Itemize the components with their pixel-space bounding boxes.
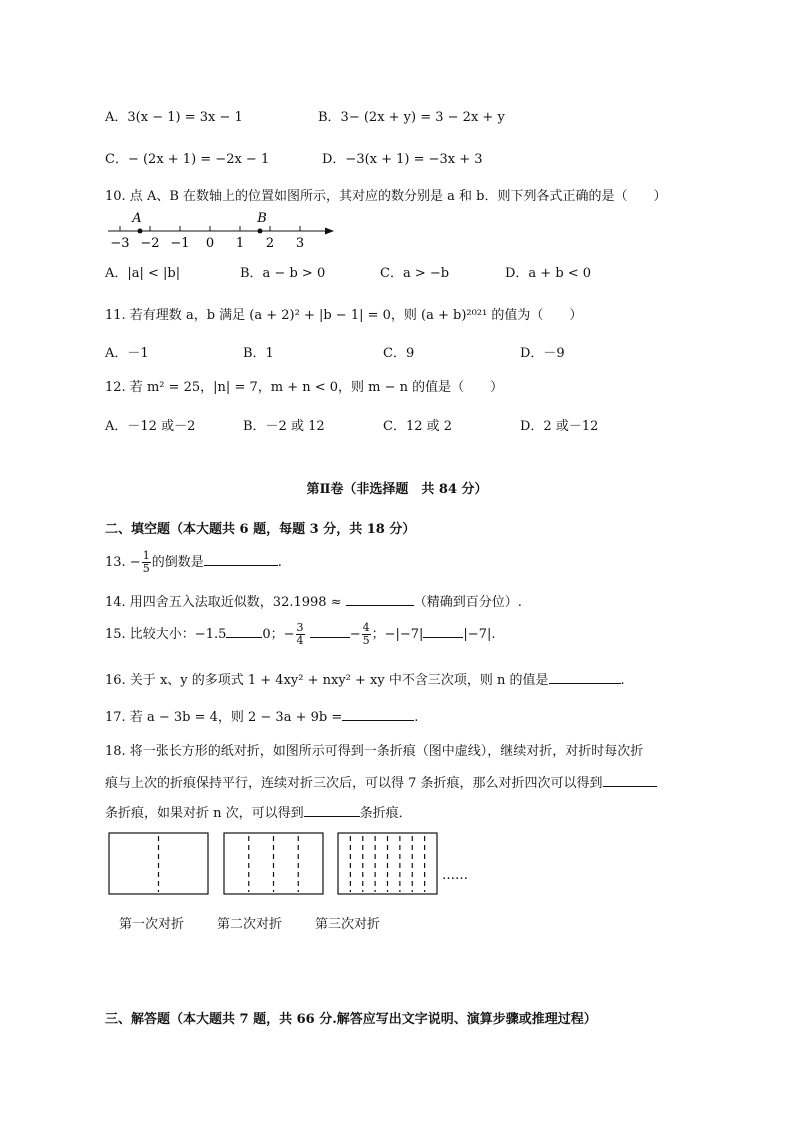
q13-fraction bbox=[142, 550, 151, 575]
q14-text: 14. 用四舍五入法取近似数，32.1998 ≈ bbox=[105, 595, 342, 610]
q12-option-b: B．－2 或 12 bbox=[243, 419, 325, 434]
part2-title: 第Ⅱ卷（非选择题 共 84 分） bbox=[306, 482, 488, 497]
q11-option-d: D．－9 bbox=[520, 346, 565, 361]
q18-blank-1[interactable] bbox=[603, 773, 657, 787]
q16-text: 16. 关于 x、y 的多项式 1 + 4xy² + nxy² + xy 中不含三次项，则 n 的值是 bbox=[105, 673, 549, 688]
number-line-tick-label: −1 bbox=[170, 236, 190, 251]
q18-line-3-text-b: 条折痕． bbox=[359, 806, 412, 821]
q13-numerator: 1 bbox=[142, 549, 150, 562]
q18-blank-2[interactable] bbox=[304, 803, 360, 817]
q15-end: |−7|. bbox=[463, 627, 496, 642]
q15-mid3: ；−|−7| bbox=[371, 627, 424, 642]
q14-blank[interactable] bbox=[346, 592, 414, 606]
q18-line-1: 18. 将一张长方形的纸对折，如图所示可得到一条折痕（图中虚线），继续对折，对折时每次折 bbox=[105, 744, 644, 759]
q15-den-1: 4 bbox=[296, 634, 304, 647]
q12-option-a: A．－12 或－2 bbox=[105, 419, 196, 434]
q15-mid1: 0；− bbox=[262, 627, 295, 642]
q9-option-c: C．− (2x + 1) = −2x − 1 bbox=[105, 152, 270, 167]
q11-stem: 11. 若有理数 a，b 满足 (a + 2)² + |b − 1| = 0，则 (a + b)²⁰²¹ 的值为（ ） bbox=[105, 308, 583, 323]
point-b-dot bbox=[258, 229, 263, 234]
fold-ellipsis: …… bbox=[442, 868, 468, 883]
q18-line-3-text-a: 条折痕，如果对折 n 次，可以得到 bbox=[105, 806, 304, 821]
q13-denominator: 5 bbox=[142, 562, 150, 575]
q11-option-c: C．9 bbox=[383, 346, 415, 361]
q13-blank[interactable] bbox=[204, 552, 278, 566]
section2-heading: 二、填空题（本大题共 6 题，每题 3 分，共 18 分） bbox=[105, 522, 416, 537]
q11-option-a: A．－1 bbox=[105, 346, 149, 361]
q18-line-3 bbox=[105, 802, 412, 821]
q13: 13. − $\frac{1}{5}$ 的倒数是 . bbox=[105, 549, 282, 575]
q14 bbox=[105, 591, 522, 610]
point-a-label: A bbox=[132, 211, 142, 226]
number-line-tick-label: 1 bbox=[235, 236, 245, 251]
q15-blank-1[interactable] bbox=[226, 624, 262, 638]
caption-fold-1: 第一次对折 bbox=[119, 917, 185, 932]
q14-suffix: （精确到百分位）. bbox=[413, 595, 522, 610]
q18-line-2-text: 痕与上次的折痕保持平行，连续对折三次后，可以得 7 条折痕，那么对折四次可以得到 bbox=[105, 776, 603, 791]
number-line-tick-label: 0 bbox=[205, 236, 215, 251]
section3-heading: 三、解答题（本大题共 7 题，共 66 分.解答应写出文字说明、演算步骤或推理过程） bbox=[105, 1012, 597, 1027]
q15-mid2: − bbox=[349, 627, 361, 642]
q13-prefix: 13. − bbox=[105, 555, 141, 570]
q16-blank[interactable] bbox=[549, 670, 621, 684]
q15-prefix: 15. 比较大小：−1.5 bbox=[105, 627, 227, 642]
q15-fraction-2 bbox=[362, 622, 371, 647]
q10-option-a: A．|a| < |b| bbox=[105, 266, 181, 281]
caption-fold-2: 第二次对折 bbox=[217, 917, 283, 932]
q15-blank-2[interactable] bbox=[310, 624, 350, 638]
number-line-tick-label: −2 bbox=[140, 236, 160, 251]
q10-option-c: C．a > −b bbox=[380, 266, 450, 281]
q17: 17. 若 a − 3b = 4，则 2 − 3a + 9b = . bbox=[105, 706, 418, 725]
q17-text: 17. 若 a − 3b = 4，则 2 − 3a + 9b = bbox=[105, 710, 343, 725]
q13-suffix: 的倒数是 bbox=[151, 555, 204, 570]
q11-option-b: B．1 bbox=[243, 346, 274, 361]
point-b-label: B bbox=[257, 211, 267, 226]
number-line-tick-label: 3 bbox=[295, 236, 305, 251]
q15-blank-3[interactable] bbox=[423, 624, 463, 638]
q15-den-2: 5 bbox=[362, 634, 370, 647]
number-line bbox=[104, 208, 336, 252]
q16: 16. 关于 x、y 的多项式 1 + 4xy² + nxy² + xy 中不含三次项，则 n 的值是 . bbox=[105, 669, 625, 688]
number-line-arrow bbox=[325, 228, 334, 235]
q10-stem: 10. 点 A、B 在数轴上的位置如图所示，其对应的数分别是 a 和 b．则下列各式正确的是（ ） bbox=[105, 189, 667, 204]
fold-figures bbox=[108, 832, 478, 896]
q9-option-a: A．3(x − 1) = 3x − 1 bbox=[105, 110, 243, 125]
q9-option-d: D．−3(x + 1) = −3x + 3 bbox=[322, 152, 483, 167]
q12-option-d: D．2 或－12 bbox=[520, 419, 599, 434]
q18-line-2 bbox=[105, 772, 657, 791]
q15-fraction-1 bbox=[296, 622, 305, 647]
q15-num-2: 4 bbox=[362, 621, 370, 634]
number-line-tick-label: 2 bbox=[265, 236, 275, 251]
q15 bbox=[105, 622, 495, 647]
q10-option-b: B．a − b > 0 bbox=[240, 266, 326, 281]
q9-option-b: B．3− (2x + y) = 3 − 2x + y bbox=[318, 110, 505, 125]
q17-blank[interactable] bbox=[342, 707, 414, 721]
number-line-tick-label: −3 bbox=[110, 236, 130, 251]
point-a-dot bbox=[138, 229, 143, 234]
q12-stem: 12. 若 m² = 25，|n| = 7，m + n < 0，则 m − n 的值是（ ） bbox=[105, 380, 504, 395]
q12-option-c: C．12 或 2 bbox=[383, 419, 453, 434]
caption-fold-3: 第三次对折 bbox=[315, 917, 381, 932]
q15-num-1: 3 bbox=[296, 621, 304, 634]
q10-option-d: D．a + b < 0 bbox=[505, 266, 592, 281]
